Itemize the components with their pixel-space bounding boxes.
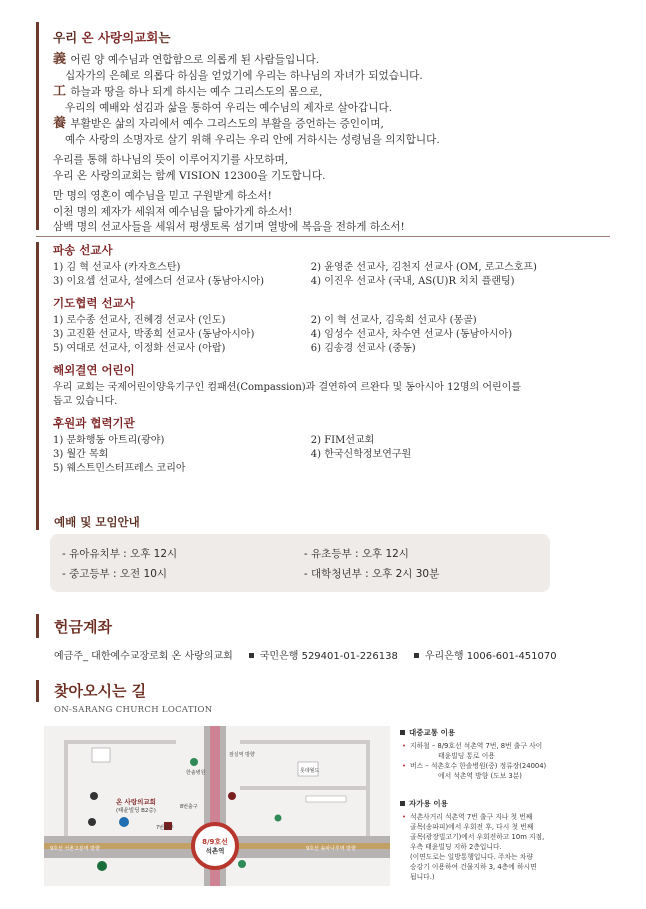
transit-heading: 대중교통 이용 xyxy=(400,728,610,738)
schedule-row: - 중고등부 : 오전 10시 - 대학청년부 : 오후 2시 30분 xyxy=(62,568,440,580)
vision-line: 예수 사랑의 소명자로 살기 위해 우리는 우리 안에 거하시는 성령님을 의지합니다. xyxy=(65,133,440,146)
offering-accounts xyxy=(54,647,573,662)
car-heading: 자가용 이용 xyxy=(400,799,610,809)
bus-info: • 버스 – 석촌호수 한솔병원(중) 정류장(24004) xyxy=(400,761,610,771)
directions-heading: 찾아오시는 길 xyxy=(54,682,147,700)
road-label: 9호선 석촌고분역 방향 xyxy=(50,846,100,852)
church-name: 온 사랑의교회 xyxy=(81,30,159,45)
vision-line: 養 부활받은 삶의 자리에서 예수 그리스도의 부활을 증언하는 증인이며, xyxy=(53,116,384,131)
side-street xyxy=(64,740,68,836)
location-map xyxy=(44,726,390,886)
worship-heading: 예배 및 모임안내 xyxy=(54,515,140,529)
list-item: 3) 월간 목회 4) 한국신학정보연구원 xyxy=(53,449,412,460)
church-label: (태윤빌딩 B2층) xyxy=(116,808,156,814)
bank-account-woori: 우리은행 1006-601-451070 xyxy=(414,647,557,662)
landmark-icon xyxy=(275,815,282,822)
partners-heading: 후원과 협력기관 xyxy=(53,416,135,430)
vision-line: 義 어린 양 예수님과 연합함으로 의롭게 된 사람들입니다. xyxy=(53,52,320,67)
child-sponsorship-heading: 해외결연 어린이 xyxy=(53,363,135,377)
vision-line: 工 하늘과 땅을 하나 되게 하시는 예수 그리스도의 몸으로, xyxy=(53,84,323,99)
car-info: • 석촌사거리 석촌역 7번 출구 지나 첫 번째 xyxy=(400,812,610,822)
accent-bar xyxy=(36,506,39,530)
missions-section xyxy=(36,242,606,508)
side-street xyxy=(240,740,370,744)
bank-account-kb: 국민은행 529401-01-226138 xyxy=(249,647,398,662)
landmark-icon xyxy=(228,792,236,800)
hospital-icon xyxy=(190,758,198,766)
station-label: 8/9호선 xyxy=(202,838,228,846)
list-item: 1) 김 혁 선교사 (카자흐스탄) 2) 윤영준 선교사, 김천지 선교사 (OM, 로고스호프) xyxy=(53,262,537,273)
accent-bar xyxy=(36,680,39,702)
square-bullet-icon xyxy=(400,730,405,735)
vision-title: 우리 온 사랑의교회는 xyxy=(53,30,171,45)
road-label: 잠실역 방향 xyxy=(229,752,255,758)
directions-subtitle: ON-SARANG CHURCH LOCATION xyxy=(54,705,213,715)
square-bullet-icon xyxy=(400,801,405,806)
list-item: 3) 이요셉 선교사, 설에스더 선교사 (동남아시아) 4) 이진우 선교사 (국내, AS(U)R 치치 플랜팅) xyxy=(53,276,515,287)
exit-label: 8번출구 xyxy=(180,804,198,810)
landmark-icon xyxy=(90,792,98,800)
square-bullet-icon xyxy=(414,653,419,658)
landmark-box xyxy=(306,796,346,802)
landmark-icon xyxy=(238,860,246,868)
child-sponsorship-text: 우리 교회는 국제어린이양육기구인 컴패션(Compassion)과 결연하여 르완다 및 동아시아 12명의 어린이를 xyxy=(53,382,521,393)
child-sponsorship-text: 돕고 있습니다. xyxy=(53,396,118,407)
section-divider xyxy=(36,236,610,237)
worship-schedule-box xyxy=(50,534,550,592)
landmark-icon xyxy=(119,817,129,827)
landmark-icon xyxy=(88,818,96,826)
sent-missionaries-heading: 파송 선교사 xyxy=(53,243,113,257)
exit-label: 7번출구 xyxy=(156,825,174,831)
side-street xyxy=(64,740,176,744)
list-item: 5) 웨스트민스터프레스 코리아 xyxy=(53,463,186,474)
side-street xyxy=(240,786,370,790)
station-label: 석촌역 xyxy=(205,847,225,855)
prayer-missionaries-heading: 기도협력 선교사 xyxy=(53,296,135,310)
subway-info: • 지하철 – 8/9호선 석촌역 7번, 8번 출구 사이 xyxy=(400,741,610,751)
list-item: 1) 문화행동 아트리(광야) 2) FIM선교회 xyxy=(53,435,375,446)
list-item: 5) 여대로 선교사, 이정화 선교사 (아랍) 6) 김송경 선교사 (중동) xyxy=(53,343,416,354)
schedule-row: - 유아유치부 : 오후 12시 - 유초등부 : 오후 12시 xyxy=(62,548,409,560)
vision-goal-line: 이천 명의 제자가 세워져 예수님을 닮아가게 하소서! xyxy=(53,205,293,218)
starbucks-icon xyxy=(97,861,107,871)
transport-info: 대중교통 이용 • 지하철 – 8/9호선 석촌역 7번, 8번 출구 사이 태윤빌딩 통로 이용 • 버스 – 석촌호수 한솔병원(중) 정류장(24004) 에서 석촌역 방향 (도보 3분) 자가용 이용 • 석촌사거리 석촌역 7번 출구 지나 첫 번째 골목(송파피)에서 우회전 후, 다시 첫 번째 골목(광장빌고기)에서 우회전하고 10m 지점, 우측 태윤빌딩 지하 2층입니다. (이면도로는 일방통행입니다. 주차는 차량 승강기 이용하여 건물지하 3, 4층에 하시면 됩니다.) xyxy=(400,728,610,882)
list-item: 1) 로수종 선교사, 진혜경 선교사 (인도) 2) 이 혁 선교사, 김욱희 선교사 (몽골) xyxy=(53,315,477,326)
vision-goal-line: 삼백 명의 선교사들을 세워서 평생토록 섬기며 열방에 복음을 전하게 하소서! xyxy=(53,221,405,233)
accent-bar xyxy=(36,614,39,638)
vision-line: 십자가의 은혜로 의롭다 하심을 얻었기에 우리는 하나님의 자녀가 되었습니다. xyxy=(65,69,423,82)
prayer-line: 우리를 통해 하나님의 뜻이 이루어지기를 사모하며, xyxy=(53,154,289,166)
vision-goal-line: 만 명의 영혼이 예수님을 믿고 구원받게 하소서! xyxy=(53,190,272,202)
vision-section xyxy=(36,22,606,233)
offering-heading: 헌금계좌 xyxy=(54,618,112,636)
landmark-label: 한솔병원 xyxy=(186,770,206,776)
station-marker xyxy=(193,824,237,868)
list-item: 3) 고진환 선교사, 박종희 선교사 (동남아시아) 4) 임성수 선교사, 차수연 선교사 (동남아시아) xyxy=(53,329,513,340)
landmark-box xyxy=(92,748,110,762)
church-label: 온 사랑의교회 xyxy=(116,798,156,806)
square-bullet-icon xyxy=(249,653,254,658)
landmark-label: 롯데월드 xyxy=(300,768,320,774)
vision-line: 우리의 예배와 섬김과 삶을 통하여 우리는 예수님의 제자로 살아갑니다. xyxy=(65,101,393,114)
prayer-line: 우리 온 사랑의교회는 함께 VISION 12300을 기도합니다. xyxy=(53,169,326,182)
account-holder: 예금주_ 대한예수교장로회 온 사랑의교회 xyxy=(54,651,233,662)
road-label: 9호선 송파나루역 방향 xyxy=(306,846,356,852)
